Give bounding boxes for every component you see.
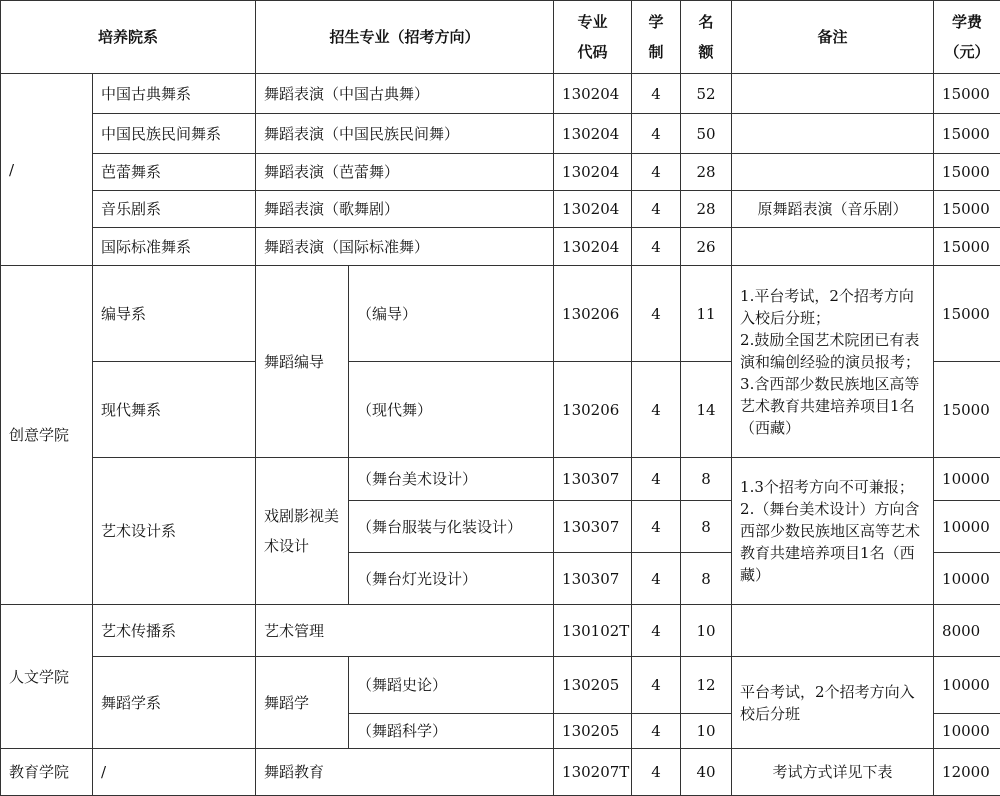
quota-cell: 40 [681,749,732,796]
header-college: 培养院系 [1,1,256,74]
remark-cell [732,74,934,114]
quota-cell: 8 [681,501,732,553]
major-cell: 舞蹈表演（歌舞剧） [256,191,554,228]
remark-cell: 考试方式详见下表 [732,749,934,796]
remark-cell [732,114,934,154]
header-code-line1: 专业 [562,7,623,37]
table-row [1,749,1000,796]
direction-cell: （舞台美术设计） [349,458,554,501]
direction-cell: （舞台服装与化装设计） [349,501,554,553]
dept-cell: / [93,749,256,796]
fee-cell: 15000 [934,74,1000,114]
quota-cell: 28 [681,191,732,228]
header-code-line2: 代码 [562,37,623,67]
length-cell: 4 [632,714,681,749]
college-cell: / [1,74,93,266]
length-cell: 4 [632,657,681,714]
header-length-line1: 学 [640,7,672,37]
major-cell: 舞蹈表演（中国民族民间舞） [256,114,554,154]
quota-cell: 28 [681,154,732,191]
code-cell: 130204 [554,191,632,228]
remark-cell-design: 1.3个招考方向不可兼报； 2.（舞台美术设计）方向含西部少数民族地区高等艺术教育共建培养项目1名（西藏） [732,458,934,605]
quota-cell: 14 [681,362,732,458]
dept-cell-dance-studies: 舞蹈学系 [93,657,256,749]
major-cell-design: 戏剧影视美术设计 [256,458,349,605]
length-cell: 4 [632,362,681,458]
dept-cell: 中国古典舞系 [93,74,256,114]
code-cell: 130307 [554,458,632,501]
dept-cell: 艺术传播系 [93,605,256,657]
fee-cell: 10000 [934,714,1000,749]
dept-cell-design: 艺术设计系 [93,458,256,605]
quota-cell: 50 [681,114,732,154]
major-cell: 舞蹈教育 [256,749,554,796]
table-row [1,191,1000,228]
table-row [1,458,1000,501]
fee-cell: 15000 [934,154,1000,191]
length-cell: 4 [632,605,681,657]
quota-cell: 26 [681,228,732,266]
header-row [1,1,1000,74]
length-cell: 4 [632,749,681,796]
fee-cell: 15000 [934,362,1000,458]
header-fee-line1: 学费 [942,7,992,37]
code-cell: 130206 [554,362,632,458]
code-cell: 130207T [554,749,632,796]
major-cell: 舞蹈表演（芭蕾舞） [256,154,554,191]
length-cell: 4 [632,458,681,501]
remark-cell: 原舞蹈表演（音乐剧） [732,191,934,228]
fee-cell: 15000 [934,228,1000,266]
remark-cell [732,228,934,266]
fee-cell: 15000 [934,191,1000,228]
table-row [1,114,1000,154]
dept-cell: 国际标准舞系 [93,228,256,266]
table-row [1,74,1000,114]
code-cell: 130204 [554,74,632,114]
fee-cell: 15000 [934,266,1000,362]
fee-cell: 8000 [934,605,1000,657]
length-cell: 4 [632,266,681,362]
header-remark: 备注 [732,1,934,74]
code-cell: 130205 [554,714,632,749]
remark-cell [732,154,934,191]
quota-cell: 10 [681,605,732,657]
header-length [632,1,681,74]
dept-cell: 芭蕾舞系 [93,154,256,191]
header-major: 招生专业（招考方向） [256,1,554,74]
fee-cell: 10000 [934,501,1000,553]
direction-cell: （现代舞） [349,362,554,458]
length-cell: 4 [632,74,681,114]
code-cell: 130204 [554,228,632,266]
code-cell: 130206 [554,266,632,362]
major-cell-dance-studies: 舞蹈学 [256,657,349,749]
direction-cell: （舞蹈科学） [349,714,554,749]
major-cell: 舞蹈表演（国际标准舞） [256,228,554,266]
table-row [1,154,1000,191]
quota-cell: 52 [681,74,732,114]
header-quota [681,1,732,74]
major-cell: 舞蹈表演（中国古典舞） [256,74,554,114]
fee-cell: 10000 [934,458,1000,501]
dept-cell: 现代舞系 [93,362,256,458]
code-cell: 130307 [554,501,632,553]
direction-cell: （舞蹈史论） [349,657,554,714]
code-cell: 130102T [554,605,632,657]
header-fee-line2: （元） [942,37,992,67]
fee-cell: 10000 [934,553,1000,605]
quota-cell: 8 [681,553,732,605]
length-cell: 4 [632,191,681,228]
length-cell: 4 [632,501,681,553]
quota-cell: 8 [681,458,732,501]
college-cell-education: 教育学院 [1,749,93,796]
college-cell-humanities: 人文学院 [1,605,93,749]
table-row [1,228,1000,266]
major-cell: 艺术管理 [256,605,554,657]
dept-cell: 音乐剧系 [93,191,256,228]
length-cell: 4 [632,553,681,605]
remark-cell-dance-studies: 平台考试，2个招考方向入校后分班 [732,657,934,749]
header-quota-line2: 额 [689,37,723,67]
direction-cell: （编导） [349,266,554,362]
fee-cell: 15000 [934,114,1000,154]
code-cell: 130204 [554,154,632,191]
quota-cell: 10 [681,714,732,749]
table-row [1,605,1000,657]
header-fee [934,1,1000,74]
dept-cell: 中国民族民间舞系 [93,114,256,154]
code-cell: 130205 [554,657,632,714]
header-quota-line1: 名 [689,7,723,37]
code-cell: 130307 [554,553,632,605]
table-row [1,657,1000,714]
remark-cell [732,605,934,657]
table-row [1,266,1000,362]
quota-cell: 11 [681,266,732,362]
remark-cell-choreography: 1.平台考试，2个招考方向入校后分班； 2.鼓励全国艺术院团已有表演和编创经验的演员报考； 3.含西部少数民族地区高等艺术教育共建培养项目1名（西藏） [732,266,934,458]
length-cell: 4 [632,154,681,191]
direction-cell: （舞台灯光设计） [349,553,554,605]
fee-cell: 12000 [934,749,1000,796]
major-cell-choreography: 舞蹈编导 [256,266,349,458]
fee-cell: 10000 [934,657,1000,714]
length-cell: 4 [632,114,681,154]
length-cell: 4 [632,228,681,266]
header-code [554,1,632,74]
college-cell-creative: 创意学院 [1,266,93,605]
dept-cell: 编导系 [93,266,256,362]
code-cell: 130204 [554,114,632,154]
quota-cell: 12 [681,657,732,714]
header-length-line2: 制 [640,37,672,67]
